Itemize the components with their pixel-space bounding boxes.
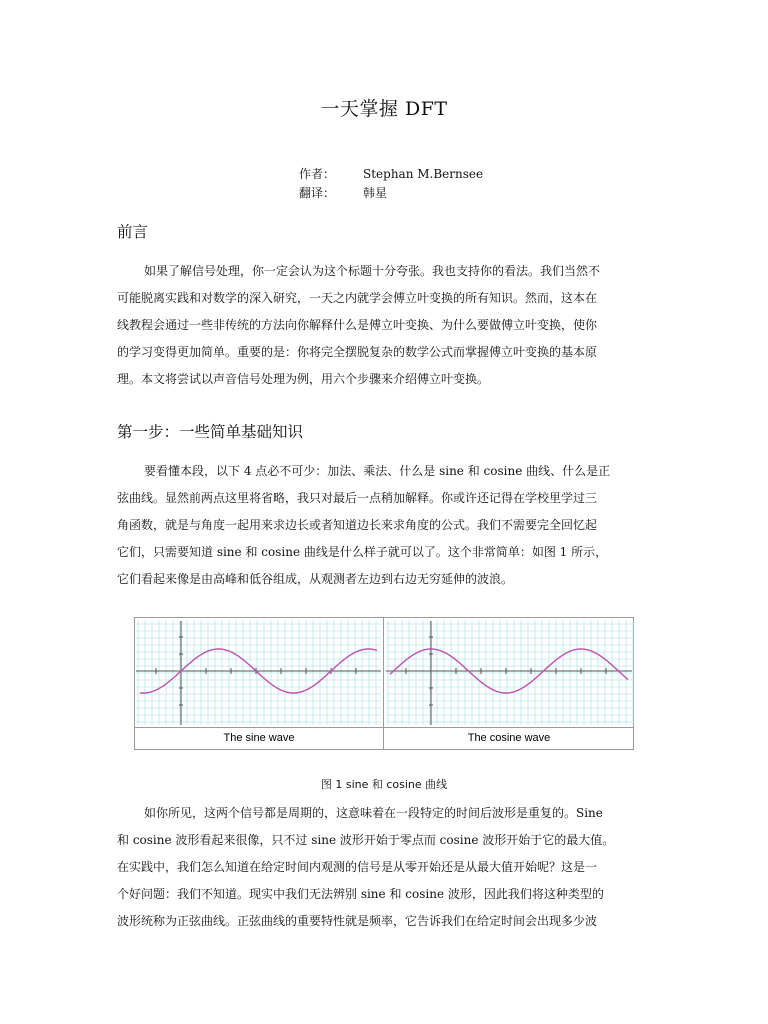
after-figure-line: 和 cosine 波形看起来很像，只不过 sine 波形开始于零点而 cosine 波形开始于它的最大值。 bbox=[117, 833, 615, 847]
translator-label: 翻译： bbox=[299, 186, 336, 200]
step1-line: 它们，只需要知道 sine 和 cosine 曲线是什么样子就可以了。这个非常简单：如图 1 所示， bbox=[117, 545, 608, 559]
figure-svg bbox=[134, 617, 634, 750]
after-figure-line: 波形统称为正弦曲线。正弦曲线的重要特性就是频率，它告诉我们在给定时间会出现多少波 bbox=[117, 914, 598, 928]
after-figure-line: 个好问题：我们不知道。现实中我们无法辨别 sine 和 cosine 波形，因此我们将这种类型的 bbox=[117, 887, 604, 901]
after-figure-line: 如你所见，这两个信号都是周期的，这意味着在一段特定的时间后波形是重复的。Sine bbox=[144, 806, 603, 820]
after-figure-line: 在实践中，我们怎么知道在给定时间内观测的信号是从零开始还是从最大值开始呢？这是一 bbox=[117, 860, 598, 874]
preface-line: 线教程会通过一些非传统的方法向你解释什么是傅立叶变换、为什么要做傅立叶变换，使你 bbox=[117, 318, 598, 332]
author-line bbox=[299, 164, 483, 184]
step1-line: 角函数，就是与角度一起用来求边长或者知道边长来求角度的公式。我们不需要完全回忆起 bbox=[117, 518, 598, 532]
after-figure-paragraph bbox=[117, 800, 653, 935]
step1-line: 它们看起来像是由高峰和低谷组成，从观测者左边到右边无穷延伸的波浪。 bbox=[117, 572, 514, 586]
preface-heading: 前言 bbox=[117, 223, 149, 241]
step1-line: 要看懂本段，以下 4 点必不可少：加法、乘法、什么是 sine 和 cosine 曲线、什么是正 bbox=[144, 464, 611, 478]
step1-line: 弦曲线。显然前两点这里将省略，我只对最后一点稍加解释。你或许还记得在学校里学过三 bbox=[117, 491, 598, 505]
author-name: Stephan M.Bernsee bbox=[363, 167, 484, 181]
author-label: 作者： bbox=[299, 167, 336, 181]
sine-cosine-figure bbox=[134, 617, 634, 750]
preface-line: 如果了解信号处理，你一定会认为这个标题十分夸张。我也支持你的看法。我们当然不 bbox=[144, 264, 601, 278]
translator-line bbox=[299, 183, 387, 203]
preface-line: 的学习变得更加简单。重要的是：你将完全摆脱复杂的数学公式而掌握傅立叶变换的基本原 bbox=[117, 345, 598, 359]
preface-paragraph bbox=[117, 258, 653, 393]
step1-paragraph bbox=[117, 458, 653, 593]
cosine-wave-label: The cosine wave bbox=[467, 732, 551, 744]
document-title: 一天掌握 DFT bbox=[320, 98, 448, 120]
translator-name: 韩星 bbox=[363, 186, 388, 200]
preface-line: 理。本文将尝试以声音信号处理为例，用六个步骤来介绍傅立叶变换。 bbox=[117, 372, 490, 386]
step1-heading: 第一步：一些简单基础知识 bbox=[117, 423, 304, 441]
sine-wave-label: The sine wave bbox=[223, 732, 295, 744]
figure-caption: 图 1 sine 和 cosine 曲线 bbox=[320, 778, 448, 791]
preface-line: 可能脱离实践和对数学的深入研究，一天之内就学会傅立叶变换的所有知识。然而，这本在 bbox=[117, 291, 598, 305]
